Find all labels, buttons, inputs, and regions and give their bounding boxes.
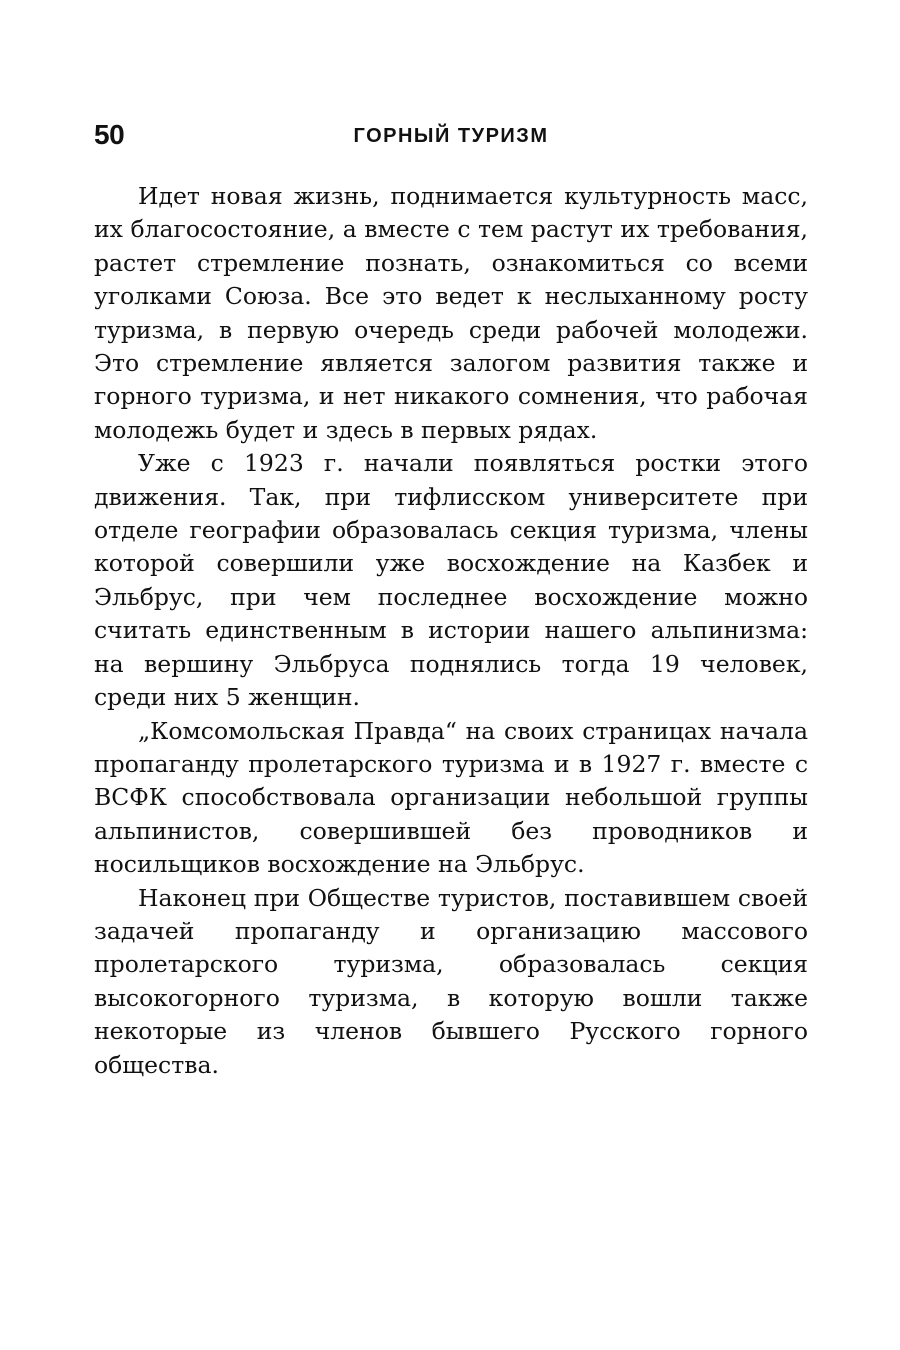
page-header <box>94 118 808 154</box>
running-title: ГОРНЫЙ ТУРИЗМ <box>353 125 549 147</box>
paragraph: Наконец при Обществе туристов, поставившем своей задачей пропаганду и организацию массового пролетарского туризма, образовалась секция высокогорного туризма, в которую вошли также некоторые из членов бывшего Русского горного общества. <box>94 883 808 1079</box>
paragraph: Идет новая жизнь, поднимается культурность масс, их благосостояние, а вместе с тем растут их требования, растет стремление познать, ознакомиться со всеми уголками Союза. Все это ведет к неслыханному росту туризма, в первую очередь среди рабочей молодежи. Это стремление является залогом развития также и горного туризма, и нет никакого сомнения, что рабочая молодежь будет и здесь в первых рядах. <box>94 182 808 444</box>
page-number: 50 <box>94 119 125 150</box>
body-text <box>94 180 808 1082</box>
paragraph: Уже с 1923 г. начали появляться ростки этого движения. Так, при тифлисском университете при отделе географии образовалась секция туризма, члены которой совершили уже восхождение на Казбек и Эльбрус, при чем последнее восхождение можно считать единственным в истории нашего альпинизма: на вершину Эльбруса поднялись тогда 19 человек, среди них 5 женщин. <box>94 449 808 712</box>
paragraph: „Комсомольская Правда“ на своих страницах начала пропаганду пролетарского туризма и в 1927 г. вместе с ВСФК способствовала организации небольшой группы альпинистов, совершившей без проводников и носильщиков восхождение на Эльбрус. <box>94 716 808 879</box>
